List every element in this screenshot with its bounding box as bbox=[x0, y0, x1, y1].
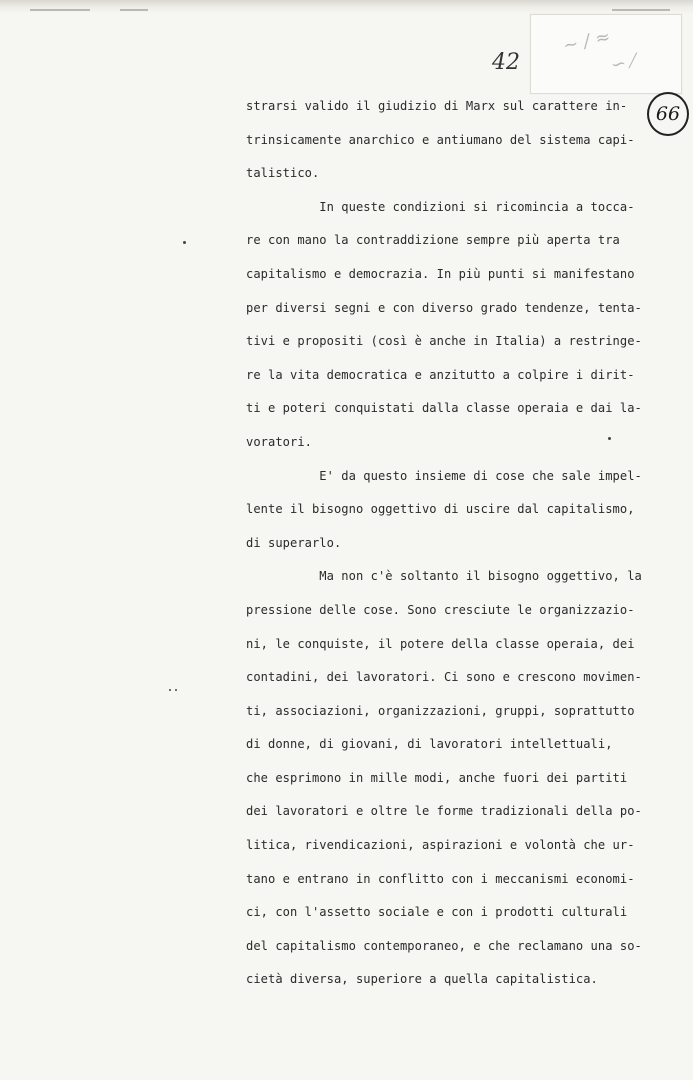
sticker-faded-mark: ∽ ⁄ bbox=[609, 50, 637, 77]
text-line: di superarlo. bbox=[246, 535, 342, 550]
sticker-faded-mark: ~ ∕ ≈ bbox=[561, 26, 613, 57]
text-line: ci, con l'assetto sociale e con i prodotti culturali bbox=[246, 905, 628, 920]
text-line: litica, rivendicazioni, aspirazioni e volontà che ur- bbox=[246, 838, 635, 853]
text-line: In queste condizioni si ricomincia a tocca- bbox=[246, 199, 635, 214]
archive-stamp bbox=[647, 92, 689, 136]
text-line: dei lavoratori e oltre le forme tradizionali della po- bbox=[246, 804, 642, 819]
text-line: voratori. bbox=[246, 434, 312, 449]
text-line: ti e poteri conquistati dalla classe operaia e dai la- bbox=[246, 401, 642, 416]
text-line: re con mano la contraddizione sempre più aperta tra bbox=[246, 233, 620, 248]
text-line: per diversi segni e con diverso grado tendenze, tenta- bbox=[246, 300, 642, 315]
scan-scratch bbox=[612, 9, 670, 11]
scan-speck bbox=[183, 241, 186, 244]
text-line: cietà diversa, superiore a quella capitalistica. bbox=[246, 972, 598, 987]
text-line: di donne, di giovani, di lavoratori intellettuali, bbox=[246, 737, 613, 752]
text-line: Ma non c'è soltanto il bisogno oggettivo, la bbox=[246, 569, 642, 584]
text-line: del capitalismo contemporaneo, e che reclamano una so- bbox=[246, 938, 642, 953]
text-line: ni, le conquiste, il potere della classe operaia, dei bbox=[246, 636, 635, 651]
scan-scratch bbox=[30, 9, 90, 11]
archive-sticker bbox=[530, 14, 682, 94]
stamp-number: 66 bbox=[655, 103, 681, 125]
scan-scratch bbox=[120, 9, 148, 11]
text-line: lente il bisogno oggettivo di uscire dal capitalismo, bbox=[246, 502, 635, 517]
text-line: che esprimono in mille modi, anche fuori dei partiti bbox=[246, 770, 628, 785]
text-line: talistico. bbox=[246, 166, 320, 181]
typewritten-text bbox=[246, 96, 642, 1003]
text-line: re la vita democratica e anzitutto a colpire i dirit- bbox=[246, 367, 635, 382]
text-line: strarsi valido il giudizio di Marx sul carattere in- bbox=[246, 99, 628, 113]
page-top-edge bbox=[0, 0, 693, 14]
text-line: tivi e propositi (così è anche in Italia) a restringe- bbox=[246, 334, 642, 349]
text-line: E' da questo insieme di cose che sale impel- bbox=[246, 468, 642, 483]
text-line: tano e entrano in conflitto con i meccanismi economi- bbox=[246, 871, 635, 886]
scan-speck bbox=[175, 689, 177, 691]
scan-speck bbox=[169, 689, 171, 691]
text-line: ti, associazioni, organizzazioni, gruppi, soprattutto bbox=[246, 703, 635, 718]
page-number: 42 bbox=[492, 50, 520, 75]
text-line: capitalismo e democrazia. In più punti si manifestano bbox=[246, 266, 635, 281]
text-line: pressione delle cose. Sono cresciute le organizzazio- bbox=[246, 602, 635, 617]
text-line: contadini, dei lavoratori. Ci sono e crescono movimen- bbox=[246, 670, 642, 685]
text-line: trinsicamente anarchico e antiumano del sistema capi- bbox=[246, 132, 635, 147]
